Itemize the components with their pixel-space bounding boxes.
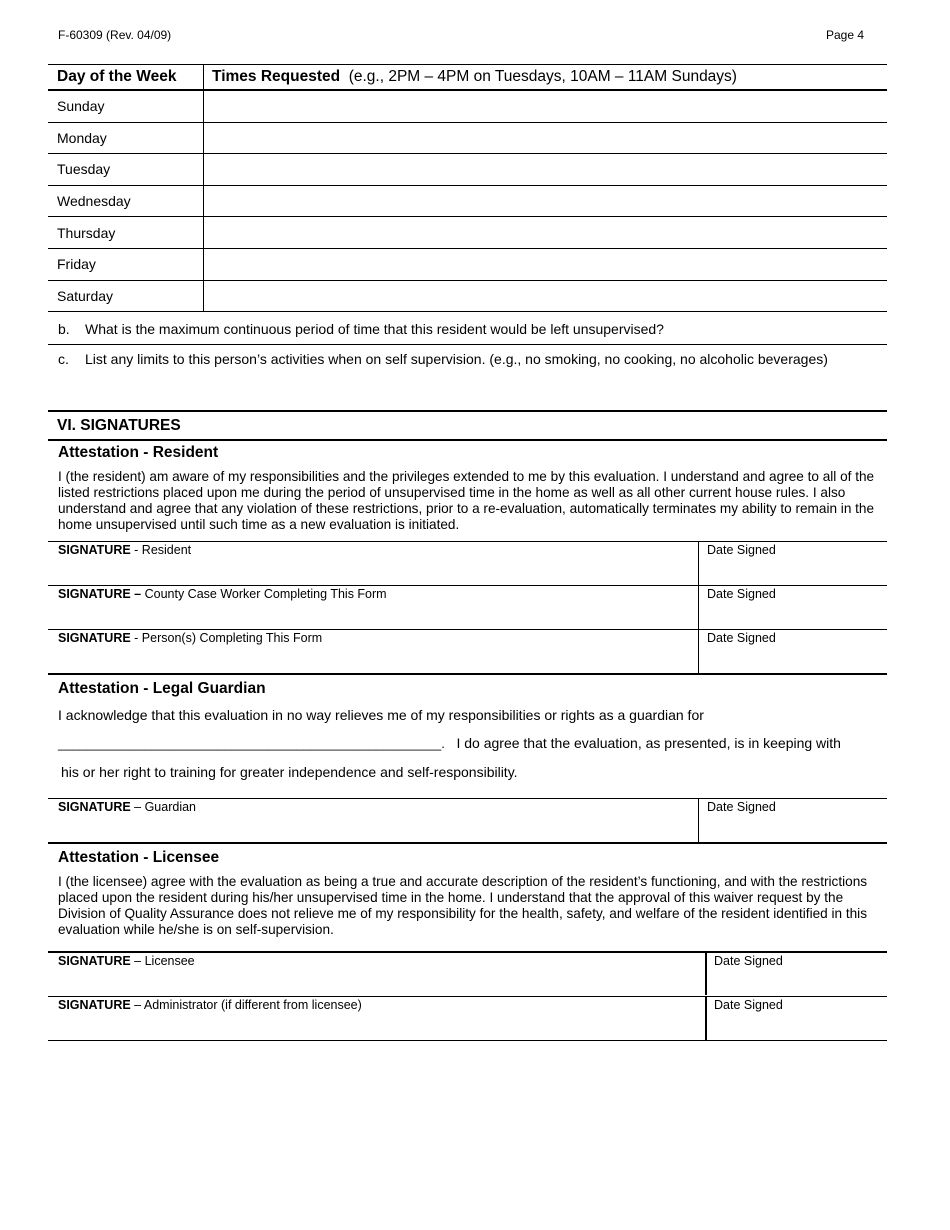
signature-row-guardian[interactable] [48, 798, 887, 842]
question-c-label: c. [58, 351, 69, 367]
schedule-row-tuesday [48, 154, 887, 186]
day-label-tuesday: Tuesday [48, 154, 204, 186]
signature-label-administrator [58, 998, 362, 1012]
signature-label-licensee-bold: SIGNATURE [58, 954, 131, 968]
times-field-thursday[interactable] [204, 217, 888, 249]
guardian-text-line-3: his or her right to training for greater independence and self-responsibility. [61, 764, 518, 780]
schedule-header-row [48, 65, 887, 91]
day-label-saturday: Saturday [48, 280, 204, 312]
signature-row-resident[interactable] [48, 541, 887, 585]
question-b-text: What is the maximum continuous period of time that this resident would be left unsupervised? [85, 321, 664, 337]
schedule-row-sunday [48, 90, 887, 122]
guardian-name-blank[interactable]: _____________________________________________________. [58, 736, 445, 751]
signature-label-resident [58, 543, 191, 557]
times-column-header-note: (e.g., 2PM – 4PM on Tuesdays, 10AM – 11AM Sundays) [348, 68, 737, 85]
date-signed-label: Date Signed [714, 954, 783, 968]
signature-label-case-worker-bold: SIGNATURE – [58, 587, 142, 601]
date-signed-label: Date Signed [707, 631, 776, 645]
guardian-text-line-2 [58, 735, 841, 751]
signature-row-case-worker[interactable] [48, 585, 887, 629]
date-signed-label: Date Signed [707, 800, 776, 814]
schedule-row-thursday [48, 217, 887, 249]
signature-divider [698, 586, 699, 629]
signature-row-licensee[interactable] [48, 951, 887, 995]
schedule-table [48, 64, 887, 312]
signature-label-resident-bold: SIGNATURE [58, 543, 131, 557]
guardian-text-line-1: I acknowledge that this evaluation in no way relieves me of my responsibilities or rights as a guardian for [58, 707, 704, 723]
schedule-row-saturday [48, 280, 887, 312]
signature-divider [705, 953, 707, 995]
date-signed-label: Date Signed [707, 543, 776, 557]
day-label-thursday: Thursday [48, 217, 204, 249]
signature-label-guardian-bold: SIGNATURE [58, 800, 131, 814]
times-column-header [204, 65, 888, 91]
form-id: F-60309 (Rev. 04/09) [58, 28, 172, 42]
resident-attestation-text: I (the resident) am aware of my responsibilities and the privileges extended to me by this evaluation. I understand and agree to all of the listed restrictions placed upon me during the period of unsupervised time in the home as well as all other current house rules. I also understand and agree that any violation of these restrictions, prior to a re-evaluation, automatically terminates my ability to remain in the home unsupervised until such time as a new evaluation is initiated. [58, 469, 875, 532]
signature-label-case-worker-rest: County Case Worker Completing This Form [141, 587, 387, 601]
question-c[interactable] [48, 344, 887, 408]
section-vi-title-bar [48, 410, 887, 441]
signature-divider [698, 542, 699, 585]
page-number: Page 4 [826, 28, 865, 42]
section-divider [48, 842, 887, 844]
section-vi-title: VI. SIGNATURES [57, 417, 181, 434]
times-field-tuesday[interactable] [204, 154, 888, 186]
signature-label-resident-rest: - Resident [130, 543, 192, 557]
times-field-friday[interactable] [204, 248, 888, 280]
day-label-wednesday: Wednesday [48, 185, 204, 217]
signature-label-guardian [58, 800, 196, 814]
date-signed-label: Date Signed [707, 587, 776, 601]
times-column-header-bold: Times Requested [212, 68, 341, 85]
times-field-wednesday[interactable] [204, 185, 888, 217]
signature-label-licensee-rest: – Licensee [130, 954, 195, 968]
date-signed-label: Date Signed [714, 998, 783, 1012]
signature-label-administrator-rest: – Administrator (if different from licensee) [130, 998, 362, 1012]
day-label-sunday: Sunday [48, 90, 204, 122]
licensee-attestation-heading: Attestation - Licensee [58, 849, 220, 866]
signature-label-licensee [58, 954, 195, 968]
signature-divider [705, 997, 707, 1040]
bottom-rule [48, 1040, 887, 1041]
day-column-header-text: Day of the Week [57, 68, 177, 85]
guardian-attestation-heading: Attestation - Legal Guardian [58, 680, 266, 697]
signature-divider [698, 799, 699, 842]
licensee-attestation-text: I (the licensee) agree with the evaluation as being a true and accurate description of the resident’s functioning, and with the restrictions placed upon the resident during his/her unsupervised time in the home. I understand that the approval of this waiver request by the Division of Quality Assurance does not relieve me of my responsibility for the health, safety, and welfare of the resident identified in this evaluation while he/she is on self-supervision. [58, 874, 868, 937]
question-b-label: b. [58, 321, 70, 337]
resident-attestation-heading: Attestation - Resident [58, 444, 219, 461]
signature-label-person-completing [58, 631, 322, 645]
schedule-row-monday [48, 122, 887, 154]
signature-label-person-completing-rest: - Person(s) Completing This Form [130, 631, 323, 645]
times-field-monday[interactable] [204, 122, 888, 154]
times-field-sunday[interactable] [204, 90, 888, 122]
signature-row-person-completing[interactable] [48, 629, 887, 673]
question-c-text: List any limits to this person’s activities when on self supervision. (e.g., no smoking, no cooking, no alcoholic beverages) [85, 351, 828, 367]
signature-label-guardian-rest: – Guardian [130, 800, 197, 814]
times-field-saturday[interactable] [204, 280, 888, 312]
signature-label-administrator-bold: SIGNATURE [58, 998, 131, 1012]
signature-row-administrator[interactable] [48, 996, 887, 1040]
signature-divider [698, 630, 699, 673]
section-divider [48, 673, 887, 675]
signature-label-case-worker [58, 587, 387, 601]
day-label-friday: Friday [48, 248, 204, 280]
question-b[interactable] [48, 312, 887, 345]
day-label-monday: Monday [48, 122, 204, 154]
schedule-row-friday [48, 248, 887, 280]
guardian-text-line-2-rest: I do agree that the evaluation, as presented, is in keeping with [456, 735, 841, 751]
signature-label-person-completing-bold: SIGNATURE [58, 631, 131, 645]
schedule-row-wednesday [48, 185, 887, 217]
day-column-header [48, 65, 204, 91]
